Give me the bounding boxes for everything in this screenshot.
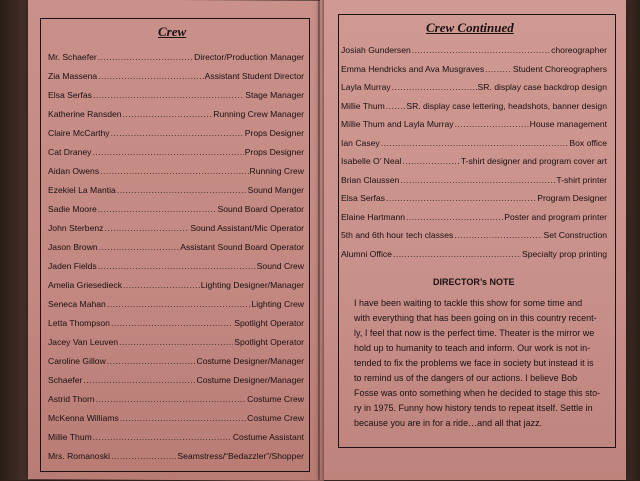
crew-member-name: Jason Brown [48, 242, 98, 252]
crew-role: House management [529, 119, 607, 129]
crew-role: Running Crew Manager [213, 109, 304, 119]
crew-row [48, 280, 304, 290]
crew-row [341, 193, 607, 203]
leader-dots [107, 299, 251, 309]
crew-member-name: Ezekiel La Mantia [48, 185, 116, 195]
crew-row [48, 299, 304, 309]
crew-role: T-shirt designer and program cover art [460, 156, 607, 166]
crew-row [341, 119, 607, 129]
crew-row [48, 451, 304, 461]
crew-role: Sound Crew [256, 261, 304, 271]
crew-role: choreographer [551, 45, 607, 55]
crew-role: Program Designer [537, 193, 607, 203]
leader-dots [455, 119, 529, 129]
crew-member-name: Aidan Owens [48, 166, 100, 176]
leader-dots [381, 138, 569, 148]
crew-row [48, 261, 304, 271]
leader-dots [119, 337, 233, 347]
crew-row [341, 101, 607, 111]
leader-dots [96, 394, 247, 404]
leader-dots [100, 166, 248, 176]
leader-dots [485, 64, 512, 74]
crew-member-name: Jacey Van Leuven [48, 337, 119, 347]
leader-dots [107, 356, 196, 366]
crew-row [48, 147, 304, 157]
crew-row [341, 156, 607, 166]
leader-dots [98, 204, 217, 214]
crew-role: Box office [569, 137, 607, 148]
leader-dots [400, 175, 555, 185]
crew-role: Specialty prop printing [521, 248, 607, 259]
crew-member-name: Millie Thum and Layla Murray [341, 119, 454, 129]
leader-dots [104, 223, 189, 233]
crew-member-name: Josiah Gundersen [341, 45, 411, 55]
crew-member-name: Claire McCarthy [48, 128, 110, 138]
crew-member-name: Alumni Office [341, 248, 392, 259]
crew-row [48, 185, 304, 195]
note-line: hold up to humanity to teach and inform. Our work is not in- [354, 343, 591, 353]
crew-role: Sound Manger [247, 185, 304, 195]
crew-row [341, 230, 607, 240]
crew-member-name: Ian Casey [341, 137, 380, 148]
crew-row [341, 249, 607, 259]
crew-member-name: Schaefer [48, 375, 83, 385]
leader-dots [93, 90, 244, 100]
crew-member-name: Elaine Hartmann [341, 211, 406, 222]
crew-row [48, 52, 304, 62]
note-line: Fosse was onto something when he decided to stage this sto- [354, 388, 601, 398]
note-line: tended to fix the problems we face in society but instead it is [354, 358, 594, 368]
crew-role: Props Designer [244, 128, 304, 138]
leader-dots [111, 318, 233, 328]
leader-dots [120, 413, 246, 423]
directors-note-title: DIRECTOR’s NOTE [433, 277, 515, 287]
crew-role: Assistant Sound Board Operator [180, 242, 304, 252]
crew-row [48, 318, 304, 328]
crew-row [341, 82, 607, 92]
crew-role: Props Designer [244, 147, 304, 157]
note-line: ly, I feel that now is the perfect time. Theater is the mirror we [354, 328, 595, 338]
crew-role: Student Choreographers [512, 63, 607, 74]
leader-dots [393, 249, 521, 259]
crew-row [48, 432, 304, 442]
crew-member-name: Cat Draney [48, 147, 92, 157]
leader-dots [402, 156, 459, 166]
leader-dots [111, 451, 176, 461]
leader-dots [386, 101, 406, 111]
crew-row [48, 109, 304, 119]
crew-role: Costume Crew [247, 394, 304, 404]
leader-dots [412, 45, 550, 55]
crew-row [48, 375, 304, 385]
leader-dots [83, 375, 195, 385]
leader-dots [386, 193, 536, 203]
leader-dots [93, 432, 232, 442]
crew-member-name: Jaden Fields [48, 261, 97, 271]
crew-member-name: Seneca Mahan [48, 299, 106, 309]
crew-continued-heading: Crew Continued [426, 20, 514, 35]
crew-member-name: Isabelle O’ Neal [341, 156, 402, 166]
leader-dots [406, 212, 503, 222]
crew-member-name: Mr. Schaefer [48, 52, 97, 62]
directors-note-body [354, 296, 610, 431]
leader-dots [117, 185, 247, 195]
crew-row [48, 337, 304, 347]
leader-dots [123, 109, 213, 119]
crew-member-name: Elsa Serfas [341, 193, 385, 203]
crew-member-name: Katherine Ransden [48, 109, 122, 119]
leader-dots [92, 147, 243, 157]
crew-row [341, 45, 607, 55]
note-line: ry in 1975. Funny how history tends to repeat itself. Settle in [354, 403, 593, 413]
crew-member-name: Layla Murray [341, 82, 391, 92]
crew-role: Costume Designer/Manager [196, 356, 304, 366]
leader-dots [98, 261, 256, 271]
crew-member-name: Brian Claussen [341, 174, 400, 185]
note-line: I have been waiting to tackle this show for some time and [354, 298, 583, 308]
crew-row [341, 138, 607, 148]
note-line: with everything that has been going on in this country recent- [354, 313, 597, 323]
crew-role: Spotlight Operator [234, 318, 304, 328]
crew-row [48, 394, 304, 404]
crew-member-name: John Sterbenz [48, 223, 104, 233]
crew-role: Poster and program printer [504, 211, 607, 222]
crew-row [48, 166, 304, 176]
crew-role: Assistant Student Director [204, 71, 304, 81]
crew-role: Lighting Crew [251, 299, 304, 309]
crew-row [48, 413, 304, 423]
crew-member-name: Astrid Thorn [48, 394, 95, 404]
crew-member-name: Millie Thum [48, 432, 92, 442]
crew-row [341, 175, 607, 185]
crew-role: Spotlight Operator [234, 337, 304, 347]
crew-role: SR. display case lettering, headshots, banner design [406, 100, 607, 111]
crew-role: T-shirt printer [556, 174, 607, 185]
crew-member-name: Mrs. Romanoski [48, 451, 111, 461]
leader-dots [98, 52, 193, 62]
crew-member-name: Caroline Gillow [48, 356, 106, 366]
crew-role: Sound Assistant/Mic Operator [190, 223, 304, 233]
leader-dots [454, 230, 542, 240]
crew-row [48, 223, 304, 233]
crew-role: Set Construction [543, 230, 607, 240]
crew-row [341, 64, 607, 74]
crew-role: Running Crew [249, 166, 304, 176]
crew-row [48, 128, 304, 138]
crew-role: Costume Assistant [232, 432, 304, 442]
crew-role: Sound Board Operator [217, 204, 304, 214]
crew-row [48, 71, 304, 81]
leader-dots [392, 82, 477, 92]
crew-row [48, 204, 304, 214]
leader-dots [123, 280, 200, 290]
note-line: because you are in for a ride…and all that jazz. [354, 418, 543, 428]
crew-role: Costume Designer/Manager [196, 375, 304, 385]
note-line: to remind us of the dangers of our actions. I believe Bob [354, 373, 578, 383]
crew-role: Seamstress/“Bedazzler”/Shopper [177, 451, 304, 461]
leader-dots [98, 71, 203, 81]
crew-member-name: Letta Thompson [48, 318, 110, 328]
crew-role: Director/Production Manager [194, 52, 304, 62]
leader-dots [111, 128, 244, 138]
crew-heading: Crew [158, 24, 187, 39]
crew-role: Lighting Designer/Manager [200, 280, 304, 290]
crew-role: Costume Crew [247, 413, 304, 423]
crew-member-name: Millie Thum [341, 100, 385, 111]
crew-row [341, 212, 607, 222]
crew-role: SR. display case backdrop design [477, 82, 607, 92]
crew-role: Stage Manager [245, 90, 304, 100]
crew-member-name: 5th and 6th hour tech classes [341, 230, 454, 240]
crew-member-name: Zia Massena [48, 71, 98, 81]
crew-member-name: Elsa Serfas [48, 90, 92, 100]
crew-row [48, 90, 304, 100]
crew-member-name: McKenna Williams [48, 413, 119, 423]
crew-row [48, 356, 304, 366]
background-left [0, 0, 30, 480]
crew-member-name: Amelia Griesedieck [48, 280, 123, 290]
crew-member-name: Emma Hendricks and Ava Musgraves [341, 63, 485, 74]
leader-dots [99, 242, 180, 252]
booklet-spine [318, 0, 324, 480]
crew-member-name: Sadie Moore [48, 204, 97, 214]
crew-row [48, 242, 304, 252]
